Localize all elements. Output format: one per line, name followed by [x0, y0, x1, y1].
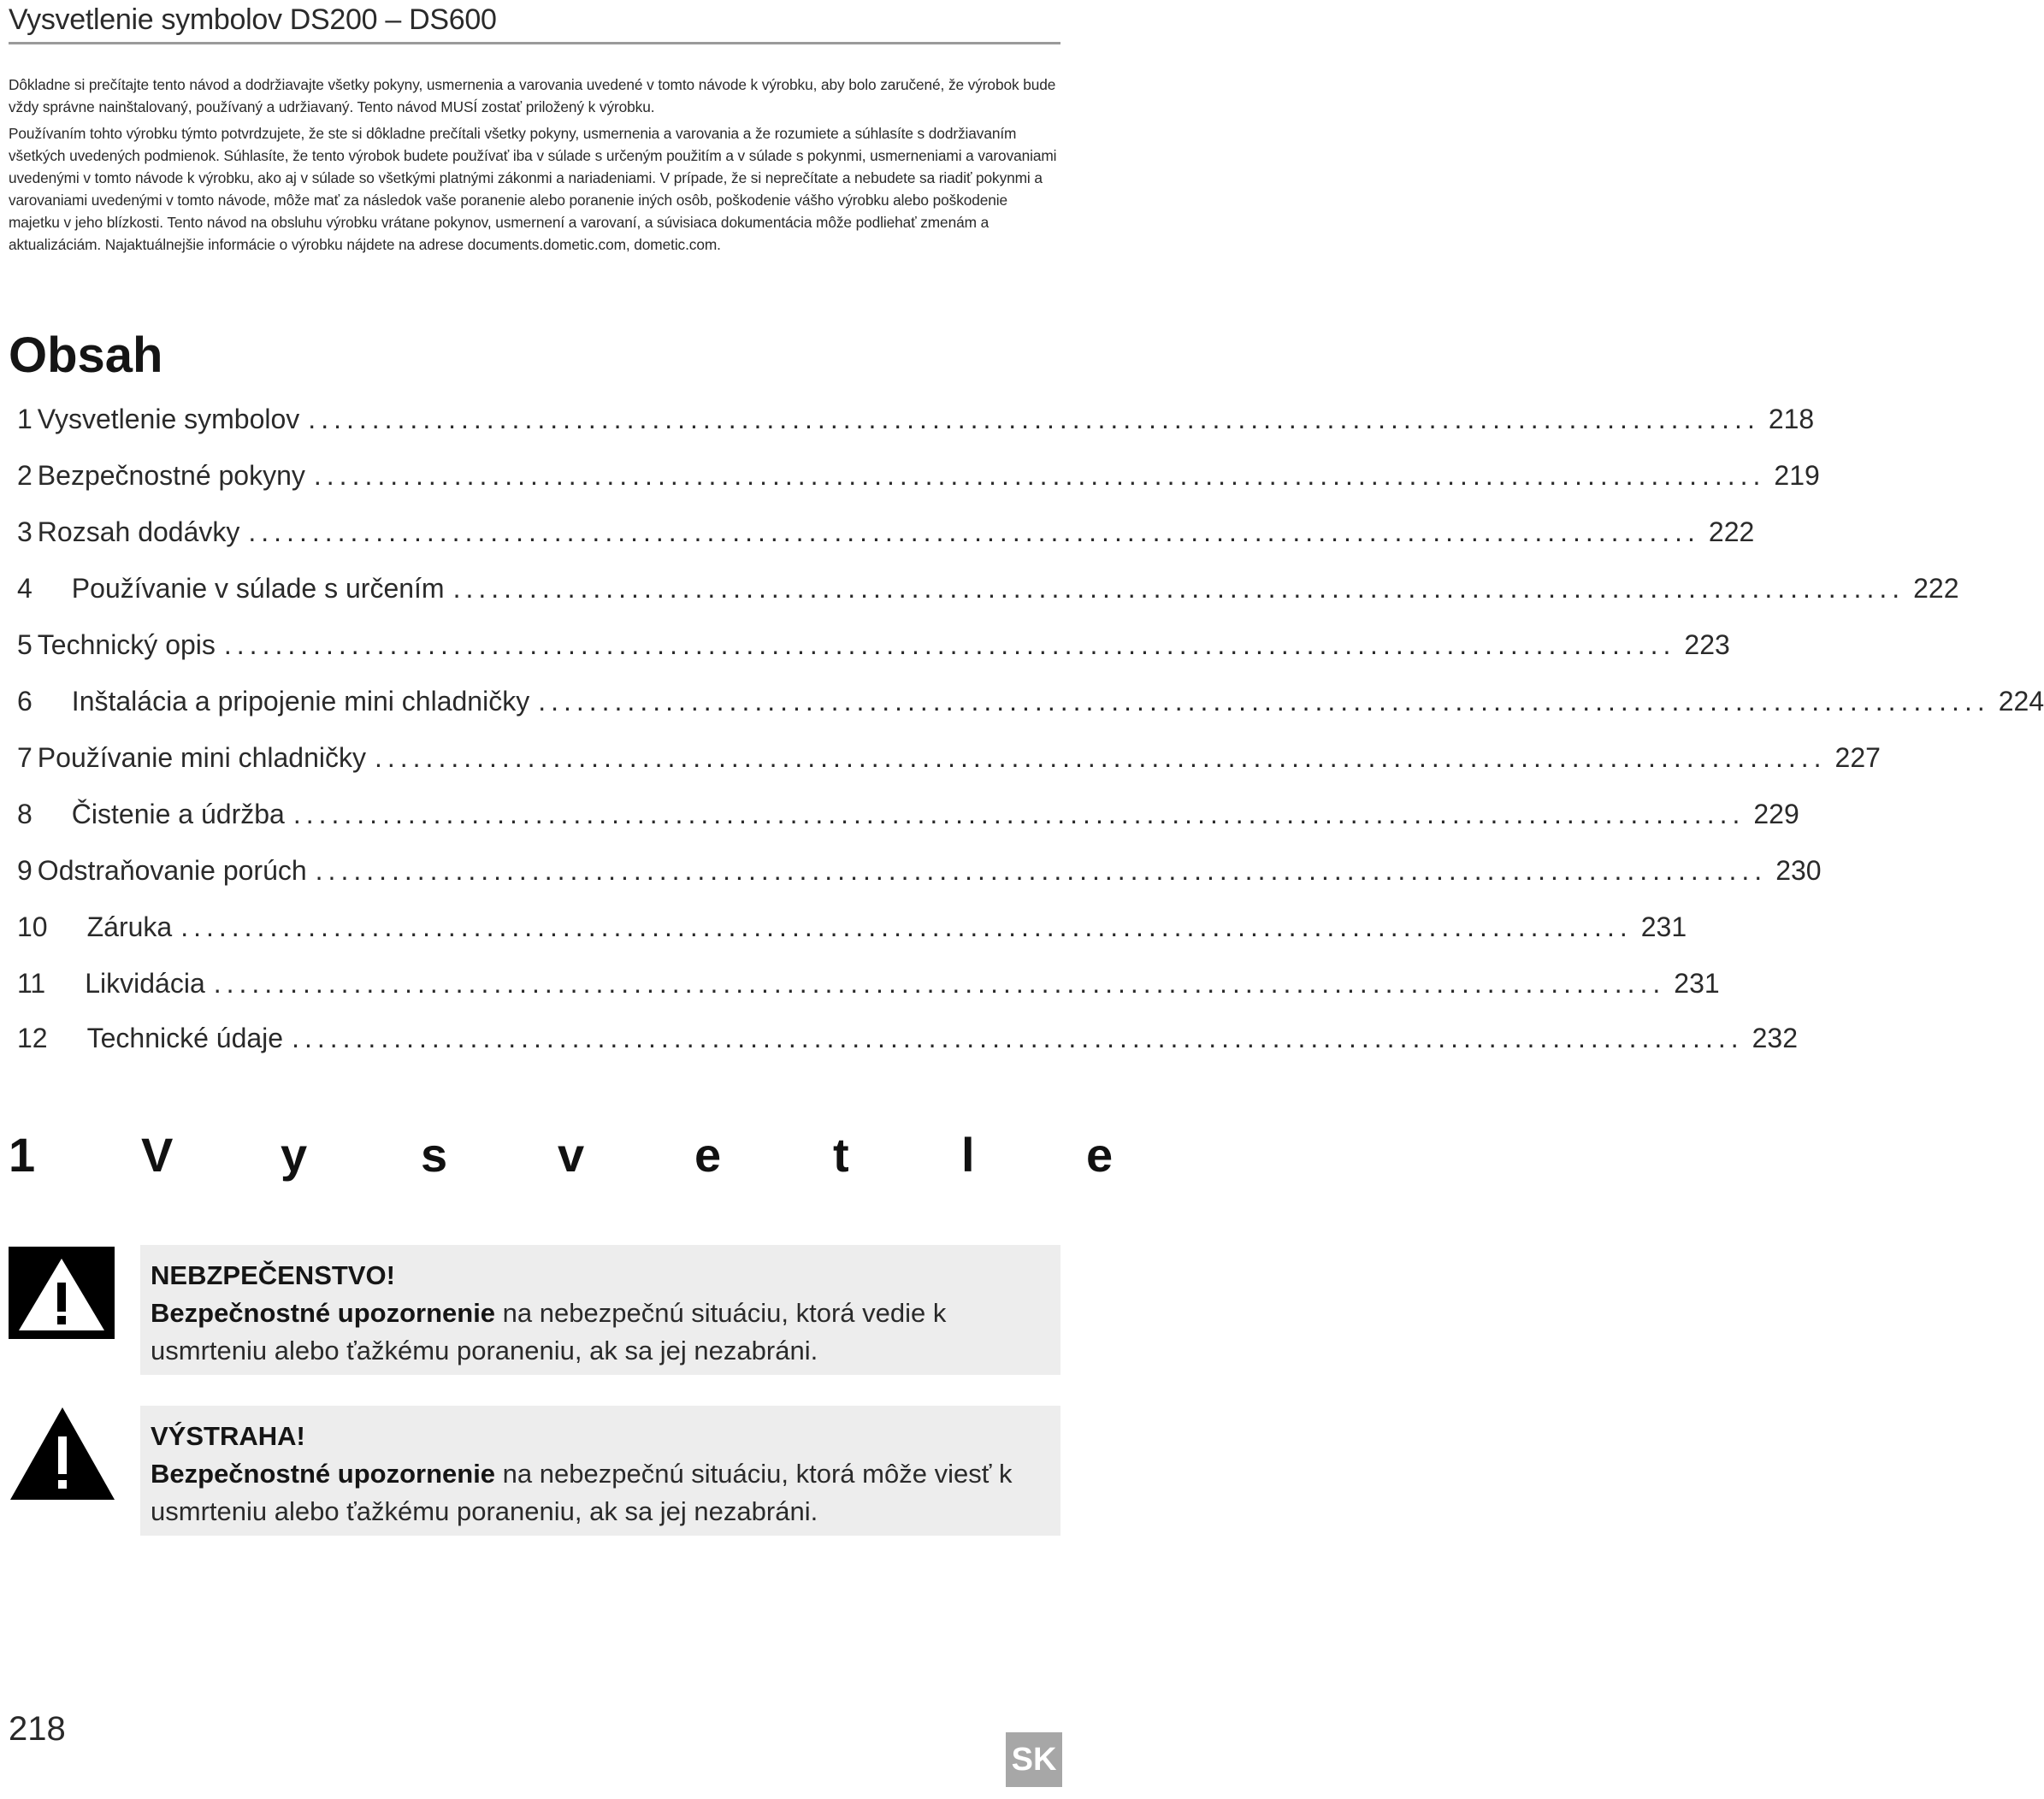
heading-char: t [833, 1128, 849, 1182]
toc-entry-title: Odstraňovanie porúch [37, 855, 307, 886]
toc-entry-5[interactable] [17, 629, 1730, 672]
header-divider [9, 42, 1060, 44]
danger-warning-icon [9, 1247, 115, 1343]
toc-entry-page: 230 [1775, 855, 1822, 886]
toc-entry-page: 219 [1774, 460, 1820, 491]
toc-entry-page: 231 [1674, 968, 1720, 999]
toc-leader-dots: .................................................................................................................. [308, 404, 1760, 434]
toc-leader-dots: .................................................................................................................. [213, 968, 1666, 999]
toc-entry-page: 232 [1752, 1023, 1798, 1053]
toc-leader-dots: .................................................................................................................. [313, 460, 1766, 491]
toc-entry-title: Čistenie a údržba [71, 799, 285, 829]
toc-entry-title: Technické údaje [86, 1023, 284, 1053]
warning-label: NEBZPEČENSTVO! [151, 1260, 395, 1290]
toc-entry-title: Bezpečnostné pokyny [37, 460, 305, 491]
toc-entry-title: Záruka [86, 911, 173, 942]
toc-entry-number: 1 [17, 404, 32, 434]
toc-leader-dots: .................................................................................................................. [223, 629, 1676, 660]
toc-entry-number: 3 [17, 516, 32, 547]
toc-leader-dots: .................................................................................................................. [538, 686, 1990, 717]
toc-entry-12[interactable] [17, 1023, 1798, 1065]
caution-warning-icon [9, 1406, 116, 1506]
heading-char: s [421, 1128, 448, 1182]
toc-entry-page: 227 [1834, 742, 1881, 773]
warning-label: VÝSTRAHA! [151, 1421, 305, 1451]
warning-strong-text: Bezpečnostné upozornenie [151, 1459, 496, 1489]
toc-entry-number: 10 [17, 911, 48, 942]
toc-entry-number: 8 [17, 799, 32, 829]
toc-entry-number: 6 [17, 686, 32, 717]
toc-entry-title: Rozsah dodávky [37, 516, 240, 547]
toc-entry-9[interactable] [17, 855, 1822, 898]
danger-warning-box [140, 1245, 1060, 1375]
toc-leader-dots: .................................................................................................................. [180, 911, 1633, 942]
toc-entry-title: Používanie mini chladničky [37, 742, 366, 773]
toc-entry-number: 5 [17, 629, 32, 660]
intro-paragraph-1 [9, 74, 1062, 118]
toc-heading: Obsah [9, 327, 163, 383]
heading-char: 1 [9, 1128, 36, 1182]
toc-entry-7[interactable] [17, 742, 1881, 785]
warning-text: na nebezpečnú situáciu, ktorá vedie k usmrteniu alebo ťažkému poraneniu, ak sa jej nezabráni. [151, 1298, 947, 1365]
toc-entry-number: 9 [17, 855, 32, 886]
toc-entry-2[interactable] [17, 460, 1820, 503]
toc-leader-dots: .................................................................................................................. [292, 799, 1746, 829]
toc-entry-title: Technický opis [37, 629, 216, 660]
toc-entry-page: 222 [1913, 573, 1959, 604]
toc-entry-number: 4 [17, 573, 32, 604]
toc-entry-number: 2 [17, 460, 32, 491]
toc-entry-page: 223 [1684, 629, 1730, 660]
toc-leader-dots: .................................................................................................................. [248, 516, 1700, 547]
toc-entry-8[interactable] [17, 799, 1799, 841]
toc-leader-dots: .................................................................................................................. [374, 742, 1827, 773]
toc-entry-title: Používanie v súlade s určením [71, 573, 445, 604]
warning-text: na nebezpečnú situáciu, ktorá môže viesť k usmrteniu alebo ťažkému poraneniu, ak sa jej nezabráni. [151, 1459, 1013, 1526]
intro-text-1: Dôkladne si prečítajte tento návod a dodržiavajte všetky pokyny, usmernenia a varovania uvedené v tomto návode k výrobku, aby bolo zaručené, že výrobok bude vždy správne nainštalovaný, používaný a udržiavaný. Tento návod MUSÍ zostať priložený k výrobku. [9, 76, 1056, 115]
toc-entry-11[interactable] [17, 968, 1720, 1011]
section-1-heading [9, 1127, 1117, 1187]
page-header-title: Vysvetlenie symbolov DS200 – DS600 [9, 3, 497, 36]
toc-entry-number: 11 [17, 968, 46, 999]
heading-char: y [281, 1128, 308, 1182]
intro-paragraph-2 [9, 122, 1062, 256]
toc-entry-number: 7 [17, 742, 32, 773]
toc-entry-page: 218 [1768, 404, 1815, 434]
warning-strong-text: Bezpečnostné upozornenie [151, 1298, 496, 1328]
toc-entry-page: 222 [1708, 516, 1755, 547]
toc-entry-title: Inštalácia a pripojenie mini chladničky [71, 686, 530, 717]
toc-entry-page: 224 [1998, 686, 2044, 717]
language-badge: SK [1006, 1732, 1062, 1787]
intro-text-2: Používaním tohto výrobku týmto potvrdzujete, že ste si dôkladne prečítali všetky pokyny, usmernenia a varovania a že rozumiete a súhlasíte s dodržiavaním všetkých uvedených podmienok. Súhlasíte, že tento výrobok budete používať iba v súlade s určeným použitím a v súlade s pokynmi, usmerneniami a varovaniami uvedenými v tomto návode k výrobku, ako aj v súlade so všetkými platnými zákonmi a nariadeniami. V prípade, že si neprečítate a nebudete sa riadiť pokynmi a varovaniami uvedenými v tomto návode, môže mať za následok vaše poranenie alebo poranenie iných osôb, poškodenie vášho výrobku alebo poškodenie majetku v jeho blízkosti. Tento návod na obsluhu výrobku vrátane pokynov, usmernení a varovaní, a súvisiaca dokumentácia môže podliehať zmenám a aktualizáciám. Najaktuálnejšie informácie o výrobku nájdete na adrese documents.dometic.com, dometic.com. [9, 125, 1057, 253]
heading-char: v [558, 1128, 585, 1182]
toc-entry-page: 231 [1640, 911, 1687, 942]
page-number: 218 [9, 1710, 66, 1748]
toc-leader-dots: .................................................................................................................. [292, 1023, 1744, 1053]
toc-entry-10[interactable] [17, 911, 1687, 954]
toc-entry-title: Vysvetlenie symbolov [37, 404, 300, 434]
heading-char: e [1086, 1128, 1114, 1182]
caution-warning-box [140, 1406, 1060, 1536]
toc-leader-dots: .................................................................................................................. [315, 855, 1768, 886]
toc-entry-6[interactable] [17, 686, 2044, 728]
heading-char: l [961, 1128, 975, 1182]
toc-entry-3[interactable] [17, 516, 1755, 559]
toc-leader-dots: .................................................................................................................. [452, 573, 1905, 604]
toc-entry-title: Likvidácia [85, 968, 205, 999]
toc-entry-number: 12 [17, 1023, 48, 1053]
toc-entry-1[interactable] [17, 404, 1815, 446]
toc-entry-page: 229 [1753, 799, 1799, 829]
heading-char: e [694, 1128, 722, 1182]
toc-entry-4[interactable] [17, 573, 1959, 616]
heading-char: V [141, 1128, 174, 1182]
